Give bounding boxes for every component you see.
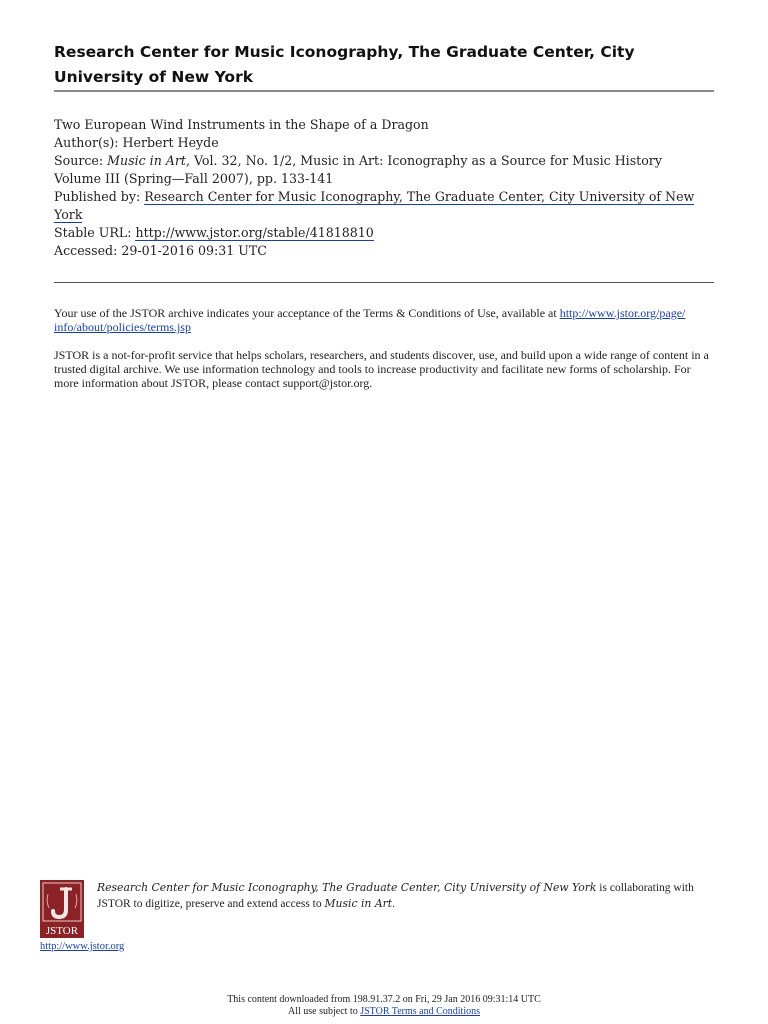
stable-url-link[interactable]: http://www.jstor.org/stable/41818810 bbox=[135, 225, 374, 240]
source-line bbox=[54, 152, 719, 170]
published-line bbox=[54, 188, 719, 224]
terms-link-part-2[interactable]: info/about/policies/terms.jsp bbox=[54, 320, 191, 334]
jstor-home-link[interactable]: http://www.jstor.org bbox=[40, 941, 125, 952]
stable-url-line bbox=[54, 224, 719, 242]
accessed-date: 29-01-2016 09:31 UTC bbox=[121, 243, 267, 258]
header-divider bbox=[54, 90, 714, 92]
jstor-logo-text: JSTOR bbox=[45, 925, 79, 937]
terms-footer-line bbox=[0, 1006, 768, 1018]
author-line bbox=[54, 134, 719, 152]
jstor-logo bbox=[40, 880, 84, 938]
source-journal: Music in Art bbox=[107, 153, 186, 168]
download-info: This content downloaded from 198.91.37.2 on Fri, 29 Jan 2016 09:31:14 UTC bbox=[227, 994, 541, 1005]
terms-footer-text: All use subject to bbox=[288, 1006, 361, 1017]
source-label: Source: bbox=[54, 153, 104, 168]
jstor-description: JSTOR is a not-for-profit service that helps scholars, researchers, and students discover, use, and build upon a wide range of content in a trusted digital archive. We use information technology and tools to increase productivity and facilitate new forms of scholarship. For more information about JSTOR, please contact support@jstor.org. bbox=[54, 348, 709, 390]
source-line-2: Volume III (Spring—Fall 2007), pp. 133-141 bbox=[54, 171, 334, 186]
stable-url-label: Stable URL: bbox=[54, 225, 132, 240]
collaboration-statement bbox=[97, 880, 717, 912]
collaborating-organization: Research Center for Music Iconography, The Graduate Center, City University of New York bbox=[97, 881, 597, 894]
collaboration-journal: Music in Art bbox=[324, 897, 393, 910]
terms-link-part-1[interactable]: http://www.jstor.org/page/ bbox=[559, 306, 686, 320]
published-label: Published by: bbox=[54, 189, 141, 204]
terms-and-conditions-link[interactable]: JSTOR Terms and Conditions bbox=[360, 1006, 480, 1017]
article-title: Two European Wind Instruments in the Shape of a Dragon bbox=[54, 117, 429, 132]
collaboration-end: . bbox=[392, 898, 395, 910]
author-label: Author(s): bbox=[54, 135, 119, 150]
accessed-label: Accessed: bbox=[54, 243, 118, 258]
collaboration-text: is collaborating with JSTOR to digitize, preserve and extend access to bbox=[97, 882, 694, 910]
terms-paragraph bbox=[54, 306, 714, 334]
terms-text: Your use of the JSTOR archive indicates your acceptance of the Terms & Conditions of Use, available at bbox=[54, 306, 560, 320]
jstor-logo-icon bbox=[40, 880, 84, 938]
article-metadata bbox=[54, 116, 719, 260]
publisher-link[interactable]: Research Center for Music Iconography, The Graduate Center, City University of New York bbox=[54, 189, 695, 222]
metadata-divider bbox=[54, 282, 714, 283]
download-footer bbox=[0, 994, 768, 1018]
accessed-line bbox=[54, 242, 719, 260]
source-details: , Vol. 32, No. 1/2, Music in Art: Iconography as a Source for Music History bbox=[185, 153, 662, 168]
author-name: Herbert Heyde bbox=[122, 135, 219, 150]
publisher-heading: Research Center for Music Iconography, The Graduate Center, City University of New York bbox=[54, 43, 635, 86]
terms-notice bbox=[54, 306, 714, 404]
